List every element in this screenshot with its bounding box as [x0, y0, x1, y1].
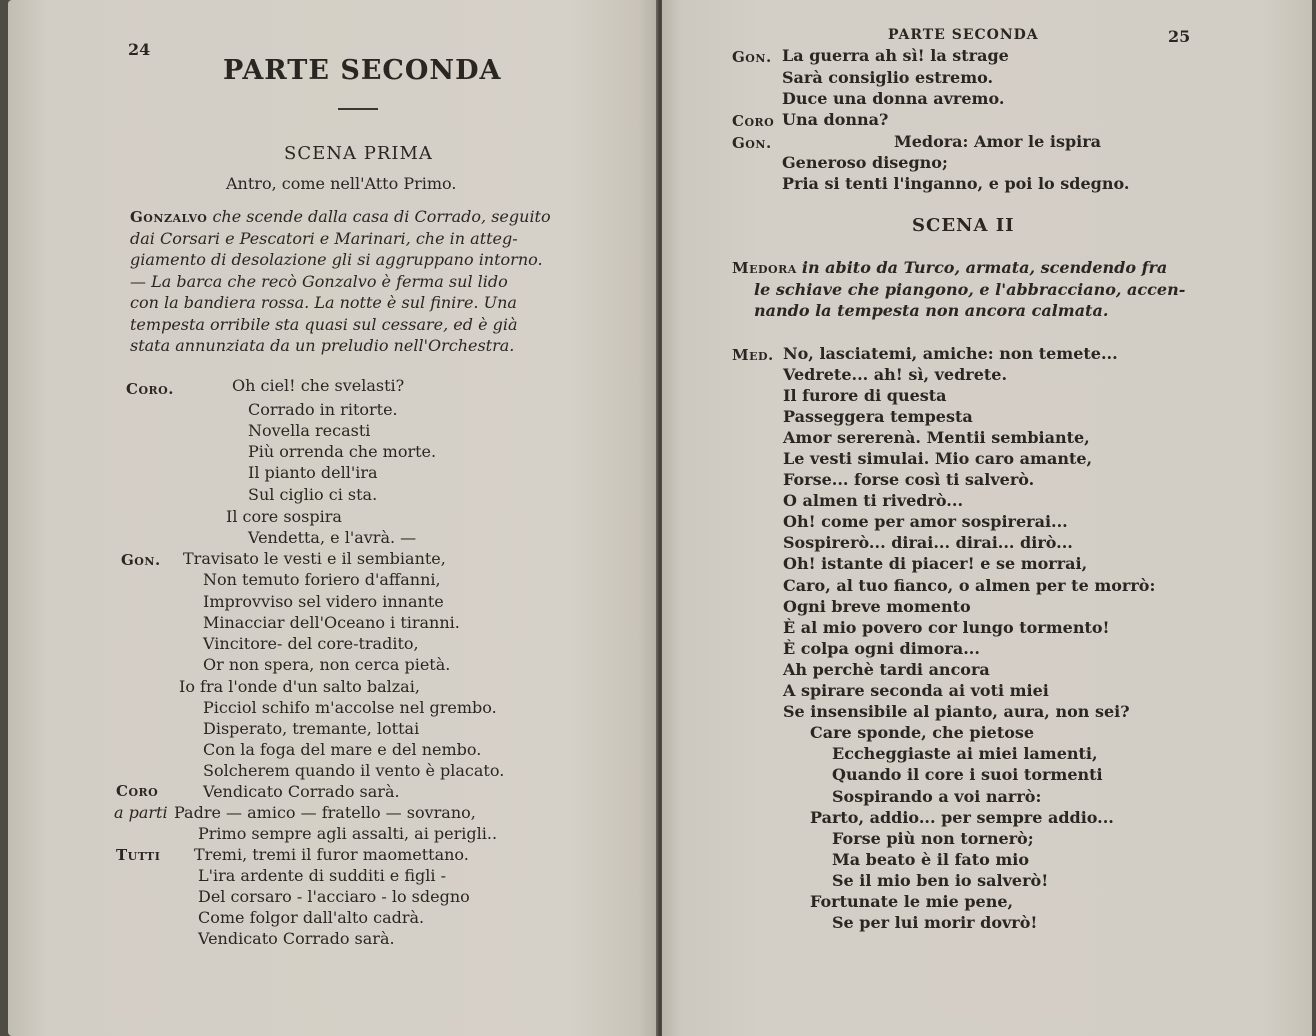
verse-line: Picciol schifo m'accolse nel grembo.: [203, 698, 497, 717]
speaker-label: Coro: [732, 112, 775, 130]
verse-line: Primo sempre agli assalti, ai perigli..: [198, 824, 498, 843]
stage-direction-line: le schiave che piangono, e l'abbracciano, accen-: [754, 280, 1186, 299]
verse-line: Travisato le vesti e il sembiante,: [183, 549, 446, 568]
verse-line: Con la foga del mare e del nembo.: [203, 740, 482, 759]
scene-setting: Antro, come nell'Atto Primo.: [226, 174, 457, 193]
stage-direction-line: con la bandiera rossa. La notte è sul finire. Una: [130, 293, 517, 312]
speaker-label: Gon.: [121, 551, 161, 569]
verse-line: Le vesti simulai. Mio caro amante,: [783, 449, 1093, 468]
right-page: [662, 0, 1312, 1036]
verse-line: Sospirando a voi narrò:: [832, 787, 1042, 806]
verse-line: Passeggera tempesta: [783, 407, 973, 426]
verse-line: A spirare seconda ai voti miei: [783, 681, 1049, 700]
stage-direction-line: che scende dalla casa di Corrado, seguito: [212, 207, 551, 226]
verse-line: Vincitore- del core-tradito,: [203, 634, 419, 653]
verse-line: Fortunate le mie pene,: [810, 892, 1014, 911]
verse-line: Il pianto dell'ira: [248, 463, 378, 482]
stage-direction-line: giamento di desolazione gli si aggruppano intorno.: [130, 250, 543, 269]
verse-line: Medora: Amor le ispira: [894, 132, 1102, 151]
speaker-label: Gon.: [732, 48, 772, 66]
verse-line: Forse... forse così ti salverò.: [783, 470, 1035, 489]
verse-line: Come folgor dall'alto cadrà.: [198, 908, 425, 927]
speaker-label: a parti: [114, 803, 168, 822]
verse-line: Vendicato Corrado sarà.: [203, 782, 400, 801]
verse-line: Minacciar dell'Oceano i tiranni.: [203, 613, 460, 632]
speaker-label: Gon.: [732, 134, 772, 152]
verse-line: Tremi, tremi il furor maomettano.: [194, 845, 469, 864]
verse-line: Solcherem quando il vento è placato.: [203, 761, 505, 780]
stage-direction-speaker: Medora: [732, 259, 797, 277]
stage-direction-line: — La barca che recò Gonzalvo è ferma sul lido: [130, 272, 508, 291]
verse-line: Se insensibile al pianto, aura, non sei?: [783, 702, 1130, 721]
verse-line: Care sponde, che pietose: [810, 723, 1035, 742]
speaker-label: Coro: [116, 782, 159, 800]
verse-line: Disperato, tremante, lottai: [203, 719, 420, 738]
verse-line: Vedrete... ah! sì, vedrete.: [783, 365, 1008, 384]
left-page-title: PARTE SECONDA: [223, 55, 502, 86]
verse-line: Duce una donna avremo.: [782, 89, 1005, 108]
left-page-number: 24: [128, 40, 151, 59]
verse-line: Una donna?: [782, 110, 889, 129]
scene-title: SCENA II: [912, 215, 1015, 236]
running-header: PARTE SECONDA: [888, 27, 1039, 43]
verse-line: È al mio povero cor lungo tormento!: [783, 618, 1110, 637]
verse-line: Generoso disegno;: [782, 153, 948, 172]
verse-line: Vendicato Corrado sarà.: [198, 929, 395, 948]
title-rule: [338, 108, 378, 110]
verse-line: Ma beato è il fato mio: [832, 850, 1030, 869]
verse-line: Caro, al tuo fianco, o almen per te morrò:: [783, 576, 1156, 595]
speaker-label: Tutti: [116, 846, 161, 864]
verse-line: La guerra ah sì! la strage: [782, 46, 1009, 65]
verse-line: È colpa ogni dimora...: [783, 639, 980, 658]
verse-line: Oh! come per amor sospirerai...: [783, 512, 1068, 531]
verse-line: Improvviso sel videro innante: [203, 592, 444, 611]
verse-line: Amor sererenà. Mentii sembiante,: [783, 428, 1090, 447]
verse-line: Del corsaro - l'acciaro - lo sdegno: [198, 887, 470, 906]
stage-direction-line: tempesta orribile sta quasi sul cessare, ed è già: [130, 315, 518, 334]
verse-line: Sarà consiglio estremo.: [782, 68, 994, 87]
verse-line: Se il mio ben io salverò!: [832, 871, 1049, 890]
verse-line: Forse più non tornerò;: [832, 829, 1034, 848]
verse-line: Io fra l'onde d'un salto balzai,: [179, 677, 420, 696]
verse-line: No, lasciatemi, amiche: non temete...: [783, 344, 1118, 363]
left-page: [8, 0, 658, 1036]
verse-line: Oh! istante di piacer! e se morrai,: [783, 554, 1088, 573]
verse-line: O almen ti rivedrò...: [783, 491, 964, 510]
stage-direction-speaker: Gonzalvo: [130, 208, 208, 226]
verse-line: Oh ciel! che svelasti?: [232, 376, 405, 395]
verse-line: Se per lui morir dovrò!: [832, 913, 1038, 932]
verse-line: Quando il core i suoi tormenti: [832, 765, 1103, 784]
verse-line: Padre — amico — fratello — sovrano,: [174, 803, 476, 822]
verse-line: Più orrenda che morte.: [248, 442, 437, 461]
verse-line: Ah perchè tardi ancora: [783, 660, 990, 679]
stage-direction-line: nando la tempesta non ancora calmata.: [754, 301, 1109, 320]
verse-line: Corrado in ritorte.: [248, 400, 398, 419]
verse-line: Non temuto foriero d'affanni,: [203, 570, 441, 589]
stage-direction-line: stata annunziata da un preludio nell'Orchestra.: [130, 336, 515, 355]
verse-line: Or non spera, non cerca pietà.: [203, 655, 451, 674]
verse-line: Parto, addio... per sempre addio...: [810, 808, 1114, 827]
stage-direction-line: dai Corsari e Pescatori e Marinari, che in atteg-: [130, 229, 518, 248]
stage-direction-line: in abito da Turco, armata, scendendo fra: [801, 258, 1168, 277]
right-page-number: 25: [1168, 27, 1191, 46]
verse-line: Sospirerò... dirai... dirai... dirò...: [783, 533, 1073, 552]
verse-line: Eccheggiaste ai miei lamenti,: [832, 744, 1098, 763]
verse-line: Il furore di questa: [783, 386, 947, 405]
verse-line: Vendetta, e l'avrà. —: [248, 528, 417, 547]
scene-title: SCENA PRIMA: [284, 143, 433, 164]
verse-line: L'ira ardente di sudditi e figli -: [198, 866, 446, 885]
verse-line: Il core sospira: [226, 507, 342, 526]
speaker-label: Med.: [732, 346, 774, 364]
verse-line: Novella recasti: [248, 421, 371, 440]
verse-line: Ogni breve momento: [783, 597, 971, 616]
verse-line: Pria si tenti l'inganno, e poi lo sdegno.: [782, 174, 1130, 193]
speaker-label: Coro.: [126, 380, 174, 398]
verse-line: Sul ciglio ci sta.: [248, 485, 378, 504]
